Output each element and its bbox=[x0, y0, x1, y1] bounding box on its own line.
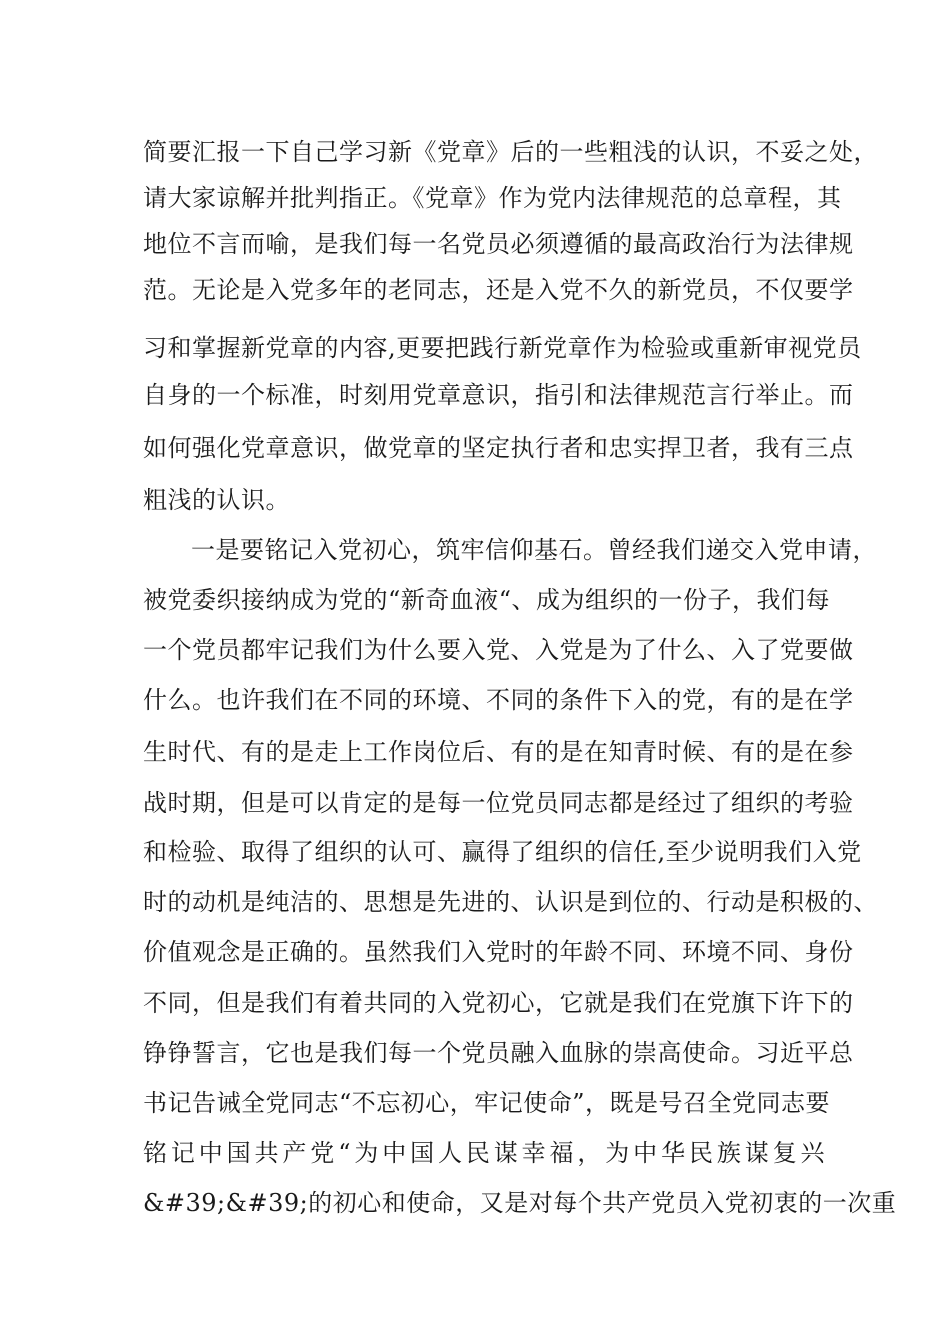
text-line: 范。无论是入党多年的老同志，还是入党不久的新党员，不仅要学 bbox=[143, 276, 854, 304]
text-line: 铮铮誓言，它也是我们每一个党员融入血脉的崇高使命。习近平总 bbox=[143, 1039, 854, 1067]
text-line: 价值观念是正确的。虽然我们入党时的年龄不同、环境不同、身份 bbox=[143, 938, 854, 966]
text-line: 一个党员都牢记我们为什么要入党、入党是为了什么、入了党要做 bbox=[143, 636, 854, 664]
text-line: 简要汇报一下自己学习新《党章》后的一些粗浅的认识，不妥之处， bbox=[143, 138, 878, 166]
text-line: 粗浅的认识。 bbox=[143, 486, 290, 514]
paragraph-first-line: 一是要铭记入党初心，筑牢信仰基石。曾经我们递交入党申请， bbox=[191, 536, 877, 564]
text-line: 不同，但是我们有着共同的入党初心，它就是我们在党旗下许下的 bbox=[143, 989, 854, 1017]
text-line: 请大家谅解并批判指正。《党章》作为党内法律规范的总章程，其 bbox=[143, 184, 842, 212]
text-line: 铭记中国共产党“为中国人民谋幸福，为中华民族谋复兴 bbox=[143, 1139, 825, 1167]
text-line: 生时代、有的是走上工作岗位后、有的是在知青时候、有的是在参 bbox=[143, 738, 854, 766]
text-line: 如何强化党章意识，做党章的坚定执行者和忠实捍卫者，我有三点 bbox=[143, 434, 854, 462]
text-line: 自身的一个标准，时刻用党章意识，指引和法律规范言行举止。而 bbox=[143, 381, 854, 409]
text-line: 地位不言而喻，是我们每一名党员必须遵循的最高政治行为法律规 bbox=[143, 230, 854, 258]
text-line: 习和掌握新党章的内容,更要把践行新党章作为检验或重新审视党员 bbox=[143, 334, 862, 362]
text-line: 时的动机是纯洁的、思想是先进的、认识是到位的、行动是积极的、 bbox=[143, 888, 878, 916]
text-line: &#39;&#39;的初心和使命，又是对每个共产党员入党初衷的一次重 bbox=[143, 1189, 897, 1217]
text-line: 和检验、取得了组织的认可、赢得了组织的信任,至少说明我们入党 bbox=[143, 838, 862, 866]
text-line: 书记告诫全党同志“不忘初心，牢记使命”，既是号召全党同志要 bbox=[143, 1089, 831, 1117]
text-line: 战时期，但是可以肯定的是每一位党员同志都是经过了组织的考验 bbox=[143, 789, 854, 817]
text-line: 被党委织接纳成为党的“新奇血液“、成为组织的一份子，我们每 bbox=[143, 586, 831, 614]
text-line: 什么。也许我们在不同的环境、不同的条件下入的党，有的是在学 bbox=[143, 686, 854, 714]
